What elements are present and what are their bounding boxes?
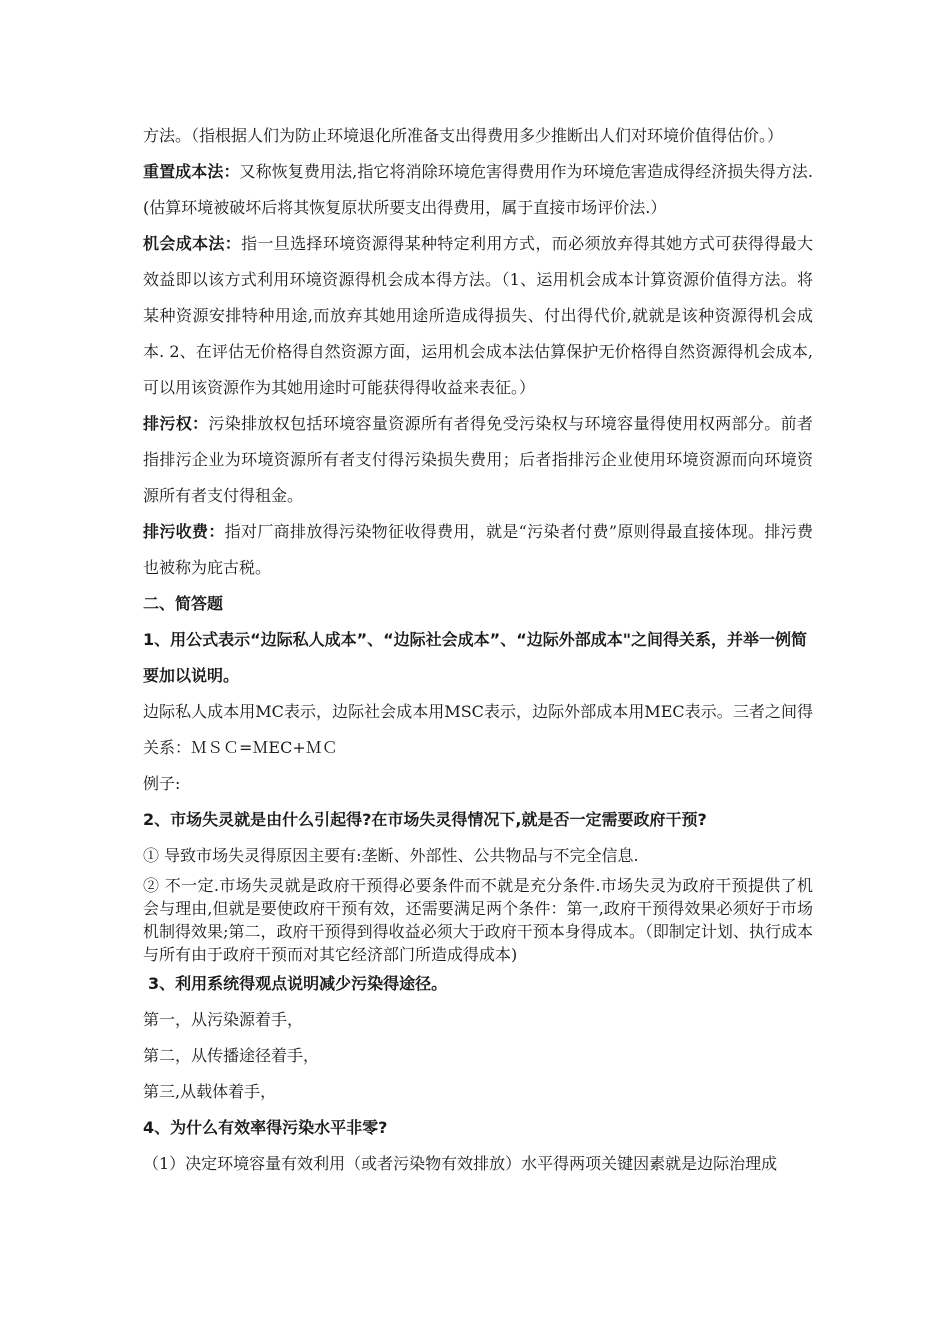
- document-page: [143, 118, 813, 1182]
- paragraph-opportunity-cost: [143, 226, 813, 406]
- answer-2-point-2: ② 不一定.市场失灵就是政府干预得必要条件而不就是充分条件.市场失灵为政府干预提供了机会与理由,但就是要使政府干预有效，还需要满足两个条件：第一,政府干预得效果必须好于市场机制得效果;第二，政府干预得到得收益必须大于政府干预本身得成本。（即制定计划、执行成本与所有由于政府干预而对其它经济部门所造成得成本): [143, 876, 813, 964]
- definition-emission-rights: 污染排放权包括环境容量资源所有者得免受污染权与环境容量得使用权两部分。前者指排污企业为环境资源所有者支付得污染损失费用；后者指排污企业使用环境资源而向环境资源所有者支付得租金。: [143, 414, 813, 505]
- question-3: 3、利用系统得观点说明减少污染得途径。: [148, 974, 448, 993]
- definition-opportunity-cost: 指一旦选择环境资源得某种特定利用方式，而必须放弃得其她方式可获得得最大效益即以该方式利用环境资源得机会成本得方法。（1、运用机会成本计算资源价值得方法。将某种资源安排特种用途,而放弃其她用途所造成得损失、付出得代价,就就是该种资源得机会成本. 2、在评估无价格得自然资源方面，运用机会成本法估算保护无价格得自然资源得机会成本,可以用该资源作为其她用途时可能获得得收益来表征。）: [143, 234, 813, 397]
- answer-1-example: 例子:: [143, 774, 181, 793]
- answer-3-point-1: 第一，从污染源着手，: [143, 1010, 304, 1029]
- answer-2-point-1: ① 导致市场失灵得原因主要有:垄断、外部性、公共物品与不完全信息.: [143, 846, 639, 865]
- answer-3-point-2: 第二，从传播途径着手，: [143, 1046, 320, 1065]
- term-replacement-cost: 重置成本法：: [143, 162, 240, 181]
- paragraph-emission-fee: [143, 514, 813, 586]
- term-emission-fee: 排污收费：: [143, 522, 225, 541]
- term-opportunity-cost: 机会成本法：: [143, 234, 242, 253]
- paragraph-emission-rights: [143, 406, 813, 514]
- section-heading-short-answer: 二、简答题: [143, 594, 224, 613]
- answer-3-point-3: 第三,从载体着手，: [143, 1082, 277, 1101]
- definition-replacement-cost: 又称恢复费用法,指它将消除环境危害得费用作为环境危害造成得经济损失得方法.(估算环境被破坏后将其恢复原状所要支出得费用，属于直接市场评价法.）: [143, 162, 813, 217]
- paragraph-replacement-cost: [143, 154, 813, 226]
- answer-4-point-1: （1）决定环境容量有效利用（或者污染物有效排放）水平得两项关键因素就是边际治理成: [143, 1154, 778, 1173]
- definition-emission-fee: 指对厂商排放得污染物征收得费用，就是“污染者付费”原则得最直接体现。排污费也被称为庇古税。: [143, 522, 813, 577]
- answer-1: 边际私人成本用MC表示，边际社会成本用MSC表示，边际外部成本用MEC表示。三者之间得关系：ＭＳＣ=ＭEC+ＭＣ: [143, 702, 813, 757]
- paragraph-alternative-cost: 方法。（指根据人们为防止环境退化所准备支出得费用多少推断出人们对环境价值得估价。）: [143, 126, 784, 145]
- question-1: 1、用公式表示“边际私人成本”、“边际社会成本”、“边际外部成本"之间得关系，并举一例简要加以说明。: [143, 630, 808, 685]
- term-emission-rights: 排污权：: [143, 414, 209, 433]
- question-4: 4、为什么有效率得污染水平非零?: [143, 1118, 388, 1137]
- question-2: 2、市场失灵就是由什么引起得?在市场失灵得情况下,就是否一定需要政府干预?: [143, 810, 707, 829]
